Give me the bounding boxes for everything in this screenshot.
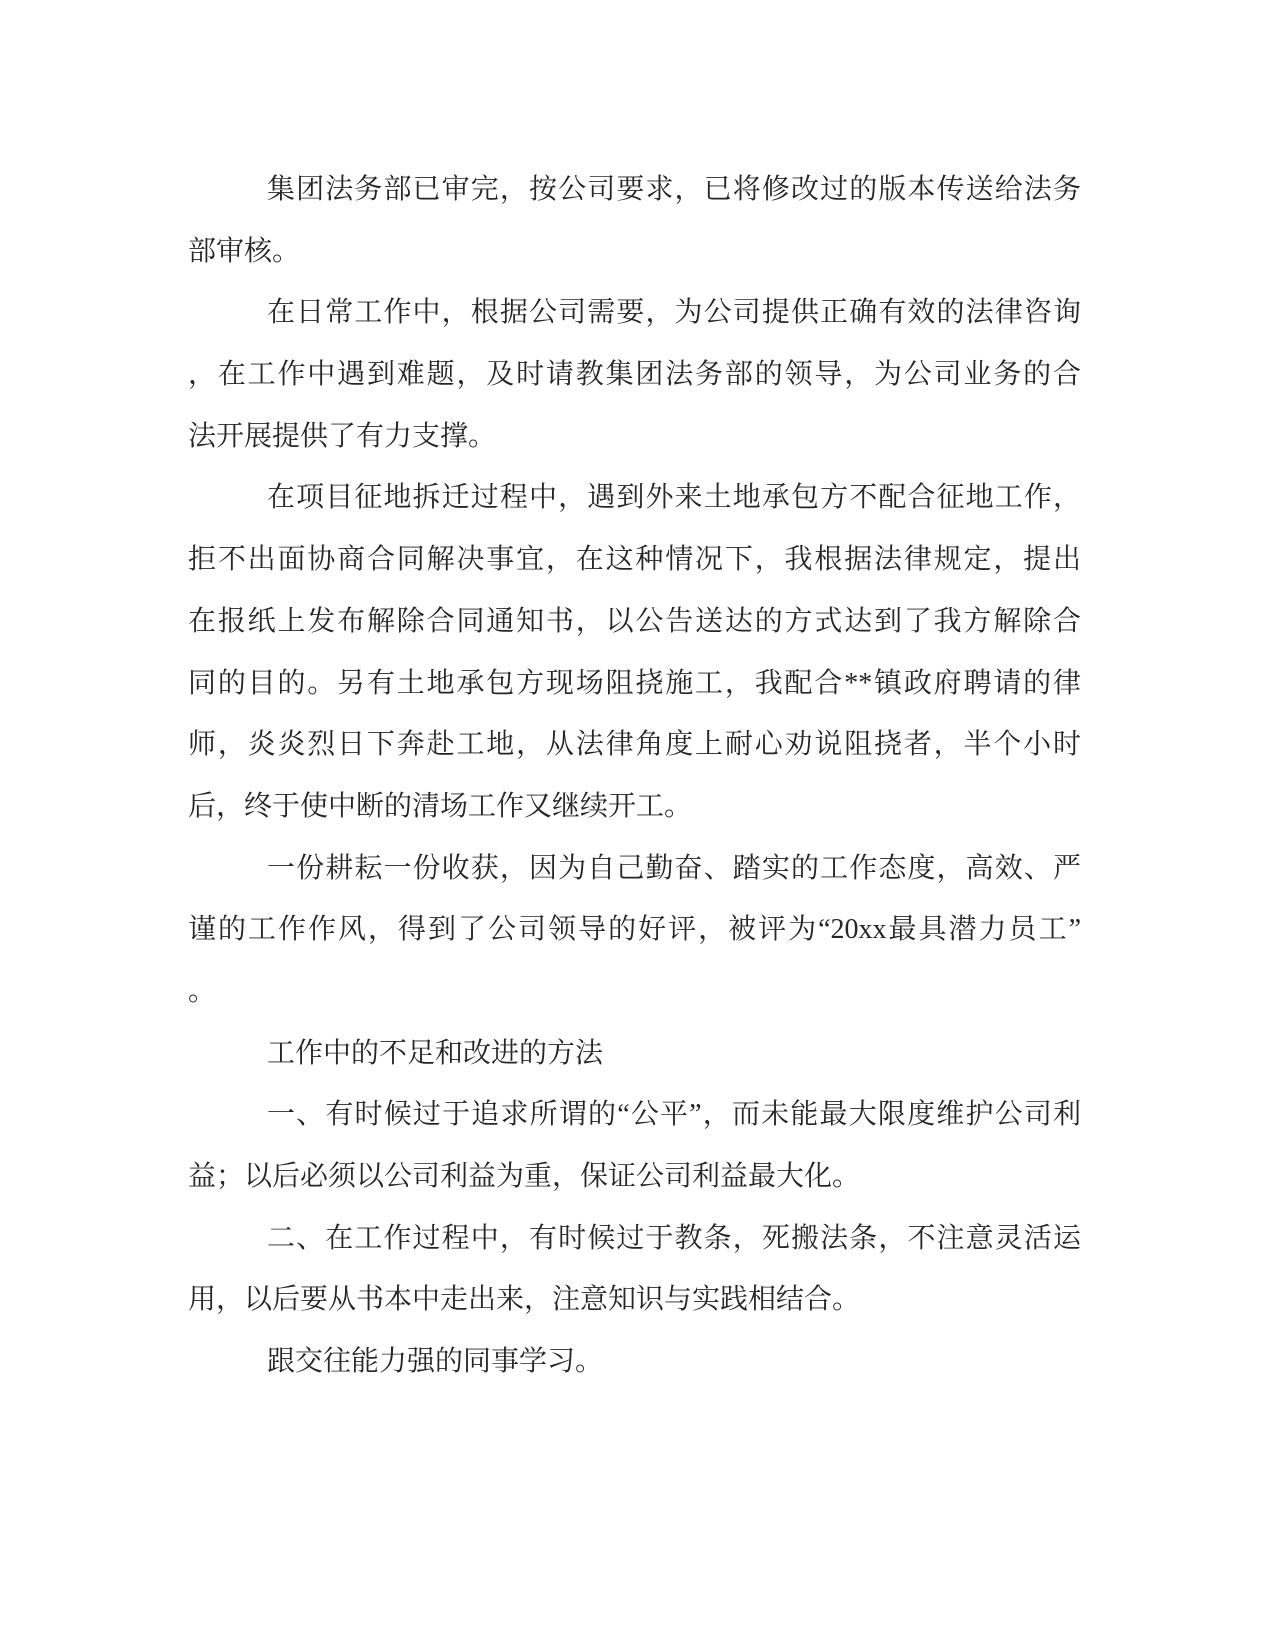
document-line: 集团法务部已审完，按公司要求，已将修改过的版本传送给法务 bbox=[267, 174, 1081, 205]
document-line: 谨的工作作风，得到了公司领导的好评，被评为“20xx最具潜力员工” bbox=[188, 914, 1081, 946]
document-line: 部审核。 bbox=[188, 235, 301, 267]
document-line: 二、在工作过程中，有时候过于教条，死搬法条，不注意灵活运 bbox=[267, 1222, 1081, 1254]
document-line: 一、有时候过于追求所谓的“公平”，而未能最大限度维护公司利 bbox=[267, 1099, 1081, 1131]
document-line: 一份耕耘一份收获，因为自己勤奋、踏实的工作态度，高效、严 bbox=[267, 852, 1081, 884]
document-line: 跟交往能力强的同事学习。 bbox=[267, 1346, 604, 1378]
document-line: 工作中的不足和改进的方法 bbox=[267, 1037, 604, 1069]
paragraph bbox=[188, 1084, 1081, 1207]
document-line: 师，炎炎烈日下奔赴工地，从法律角度上耐心劝说阻挠者，半个小时 bbox=[188, 729, 1081, 761]
paragraph bbox=[188, 838, 1081, 1023]
document-line: 在报纸上发布解除合同通知书，以公告送达的方式达到了我方解除合 bbox=[188, 605, 1081, 637]
paragraph bbox=[188, 467, 1081, 837]
document-line: 法开展提供了有力支撑。 bbox=[188, 420, 497, 452]
paragraph bbox=[188, 1208, 1081, 1331]
paragraph bbox=[188, 1331, 1081, 1393]
document-line: 用，以后要从书本中走出来，注意知识与实践相结合。 bbox=[188, 1284, 861, 1316]
paragraph bbox=[188, 159, 1081, 282]
document-line: 同的目的。另有土地承包方现场阻挠施工，我配合**镇政府聘请的律 bbox=[188, 667, 1081, 699]
document-line: 在日常工作中，根据公司需要，为公司提供正确有效的法律咨询 bbox=[267, 297, 1081, 329]
document-line: 后，终于使中断的清场工作又继续开工。 bbox=[188, 790, 693, 822]
document-line: 拒不出面协商合同解决事宜，在这种情况下，我根据法律规定，提出 bbox=[188, 544, 1081, 576]
paragraph bbox=[188, 282, 1081, 467]
document-line: 益；以后必须以公司利益为重，保证公司利益最大化。 bbox=[188, 1161, 861, 1192]
document-line: 在项目征地拆迁过程中，遇到外来土地承包方不配合征地工作， bbox=[267, 482, 1081, 514]
paragraph bbox=[188, 1023, 1081, 1085]
document-body bbox=[188, 159, 1081, 1393]
document-line: ，在工作中遇到难题，及时请教集团法务部的领导，为公司业务的合 bbox=[188, 359, 1081, 391]
document-line: 。 bbox=[188, 975, 217, 1007]
